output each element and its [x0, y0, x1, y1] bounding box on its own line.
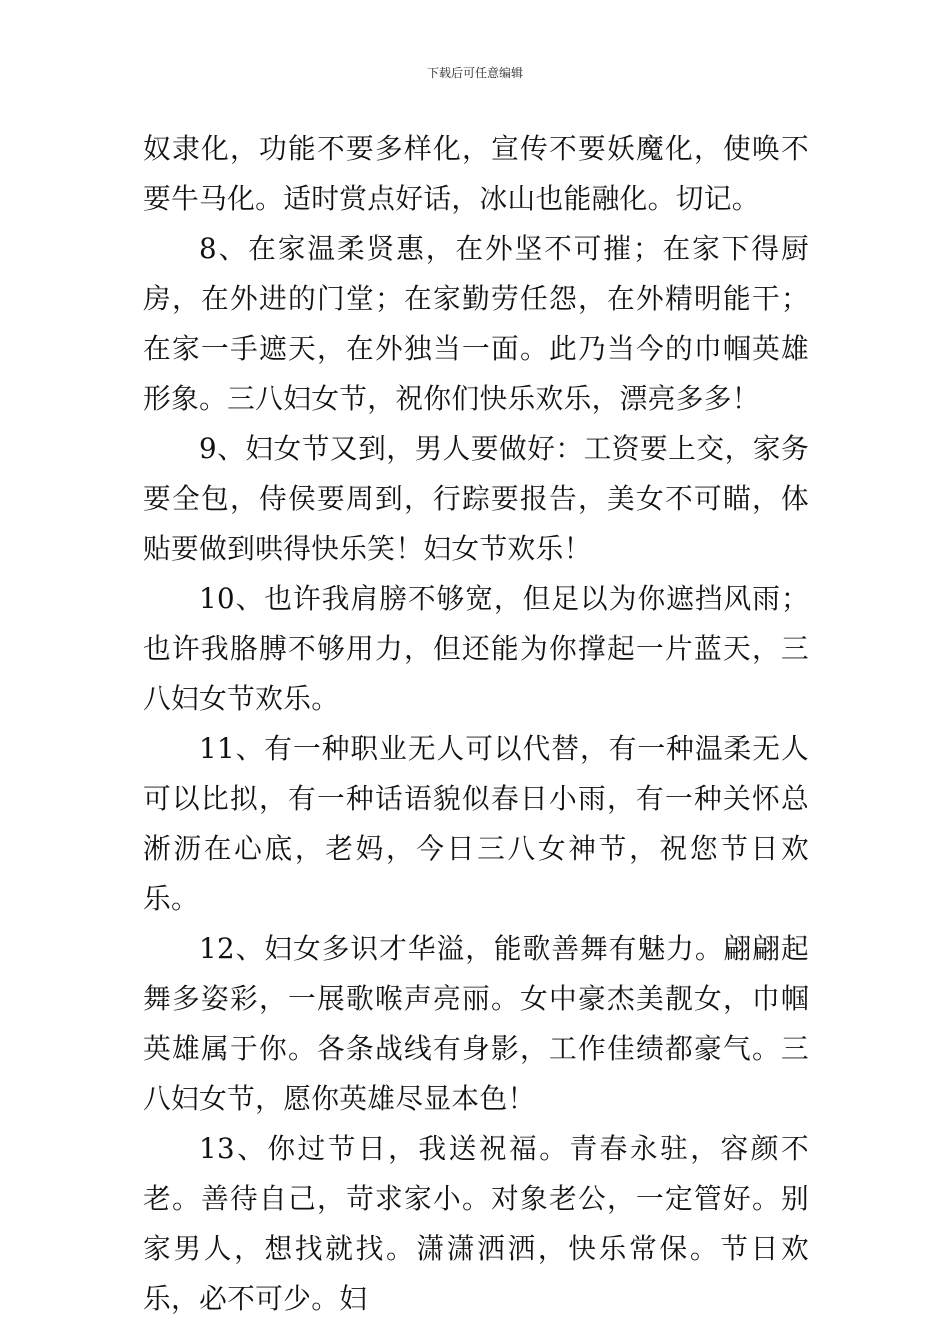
paragraph-continuation: 奴隶化，功能不要多样化，宣传不要妖魔化，使唤不要牛马化。适时赏点好话，冰山也能融化。切记。 — [143, 132, 809, 215]
paragraph-item-13: 13、你过节日，我送祝福。青春永驻，容颜不老。善待自己，苛求家小。对象老公，一定管好。别家男人，想找就找。潇潇洒洒，快乐常保。节日欢乐，必不可少。妇 — [143, 1132, 809, 1315]
paragraph-item-8: 8、在家温柔贤惠，在外坚不可摧；在家下得厨房，在外进的门堂；在家勤劳任怨，在外精明能干；在家一手遮天，在外独当一面。此乃当今的巾帼英雄形象。三八妇女节，祝你们快乐欢乐，漂亮多多！ — [143, 232, 809, 415]
paragraph-item-9: 9、妇女节又到，男人要做好：工资要上交，家务要全包，侍侯要周到，行踪要报告，美女不可瞄，体贴要做到哄得快乐笑！妇女节欢乐！ — [143, 432, 809, 565]
page-header-note: 下载后可任意编辑 — [426, 66, 523, 80]
paragraph-item-11: 11、有一种职业无人可以代替，有一种温柔无人可以比拟，有一种话语貌似春日小雨，有一种关怀总淅沥在心底，老妈，今日三八女神节，祝您节日欢乐。 — [143, 732, 809, 915]
paragraph-item-12: 12、妇女多识才华溢，能歌善舞有魅力。翩翩起舞多姿彩，一展歌喉声亮丽。女中豪杰美靓女，巾帼英雄属于你。各条战线有身影，工作佳绩都豪气。三八妇女节，愿你英雄尽显本色！ — [143, 932, 809, 1115]
document-body — [143, 124, 809, 1324]
paragraph-item-10: 10、也许我肩膀不够宽，但足以为你遮挡风雨；也许我胳膊不够用力，但还能为你撑起一片蓝天，三八妇女节欢乐。 — [143, 582, 809, 715]
